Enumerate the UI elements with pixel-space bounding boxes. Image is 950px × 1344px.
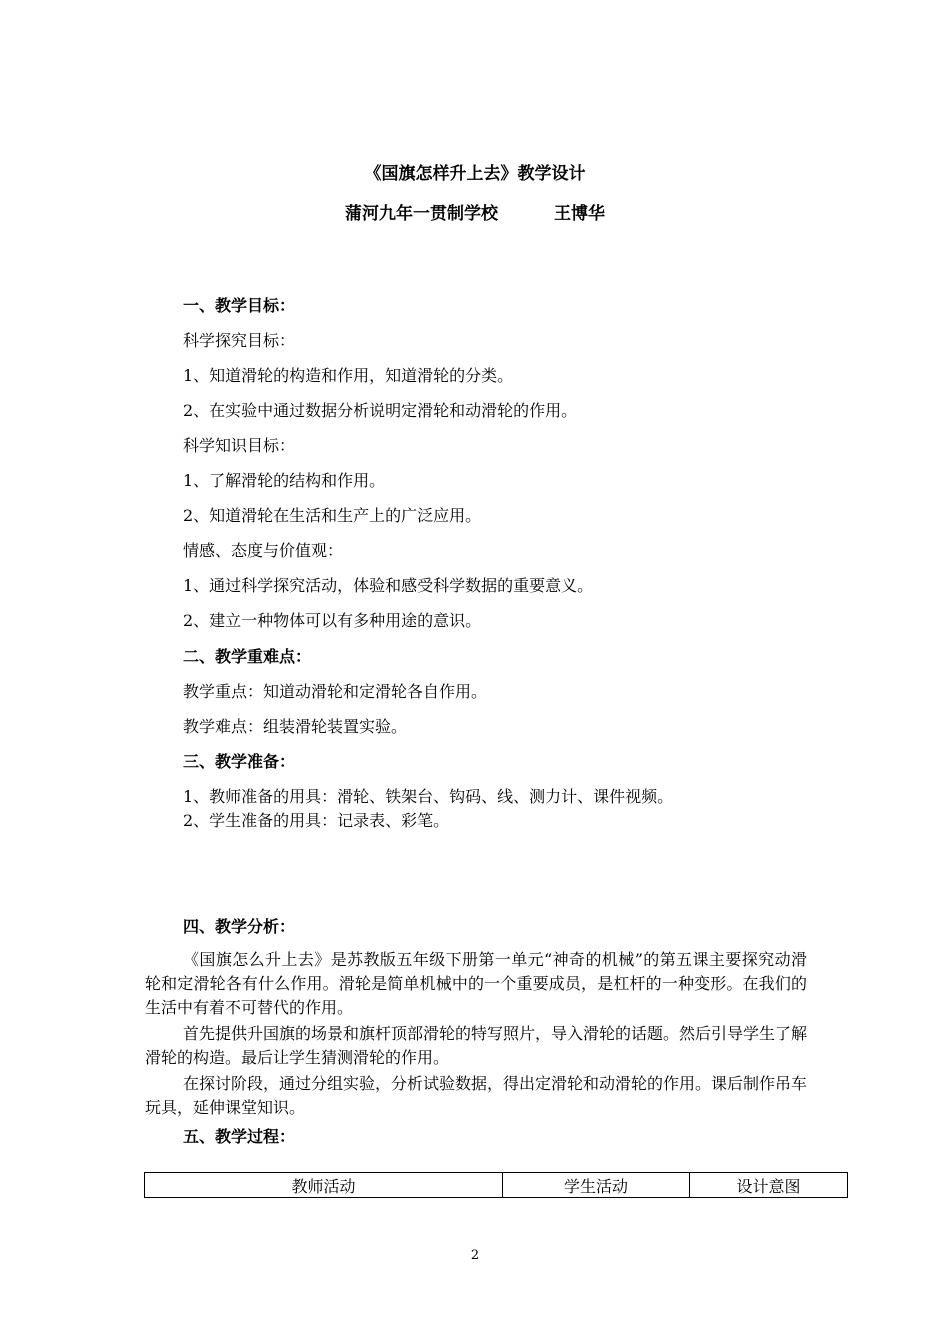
difficult-point: 教学难点：组装滑轮装置实验。 <box>183 717 408 736</box>
table-header-row <box>145 1173 848 1198</box>
sci-knowledge-label: 科学知识目标： <box>183 436 296 455</box>
section-heading-analysis: 四、教学分析： <box>183 917 296 936</box>
emotion-label: 情感、态度与价值观： <box>183 541 344 560</box>
section-heading-key-points: 二、教学重难点： <box>183 647 312 666</box>
list-item: 1、知道滑轮的构造和作用，知道滑轮的分类。 <box>183 366 514 385</box>
document-byline <box>0 200 950 228</box>
analysis-paragraph: 首先提供升国旗的场景和旗杆顶部滑轮的特写照片，导入滑轮的话题。然后引导学生了解滑轮的构造。最后让学生猜测滑轮的作用。 <box>145 1024 808 1067</box>
document-title: 《国旗怎样升上去》教学设计 <box>364 164 586 184</box>
table-header-student: 学生活动 <box>503 1173 690 1198</box>
section-heading-process: 五、教学过程： <box>183 1127 296 1146</box>
section-heading-objectives: 一、教学目标： <box>183 296 296 315</box>
analysis-paragraph: 《国旗怎么升上去》是苏教版五年级下册第一单元“神奇的机械”的第五课主要探究动滑轮和定滑轮各有什么作用。滑轮是简单机械中的一个重要成员，是杠杆的一种变形。在我们的生活中有着不可替代的作用。 <box>145 950 807 1017</box>
list-item: 1、通过科学探究活动，体验和感受科学数据的重要意义。 <box>183 576 594 595</box>
table-header-teacher: 教师活动 <box>145 1173 503 1198</box>
list-item: 2、知道滑轮在生活和生产上的广泛应用。 <box>183 506 482 525</box>
list-item: 2、在实验中通过数据分析说明定滑轮和动滑轮的作用。 <box>183 401 578 420</box>
teaching-process-table <box>144 1172 848 1198</box>
analysis-paragraph: 在探讨阶段，通过分组实验，分析试验数据，得出定滑轮和动滑轮的作用。课后制作吊车玩具，延伸课堂知识。 <box>145 1074 808 1117</box>
list-item: 1、了解滑轮的结构和作用。 <box>183 471 386 490</box>
list-item: 2、建立一种物体可以有多种用途的意识。 <box>183 611 482 630</box>
list-item: 1、教师准备的用具：滑轮、铁架台、钩码、线、测力计、课件视频。 <box>183 787 674 806</box>
sci-inquiry-label: 科学探究目标： <box>183 331 296 350</box>
table-header-intent: 设计意图 <box>690 1173 848 1198</box>
key-point: 教学重点：知道动滑轮和定滑轮各自作用。 <box>183 682 488 701</box>
author-name: 王博华 <box>554 204 605 224</box>
list-item: 2、学生准备的用具：记录表、彩笔。 <box>183 811 450 830</box>
page-number: 2 <box>470 1248 480 1263</box>
section-heading-preparation: 三、教学准备： <box>183 752 296 771</box>
school-name: 蒲河九年一贯制学校 <box>345 204 498 224</box>
